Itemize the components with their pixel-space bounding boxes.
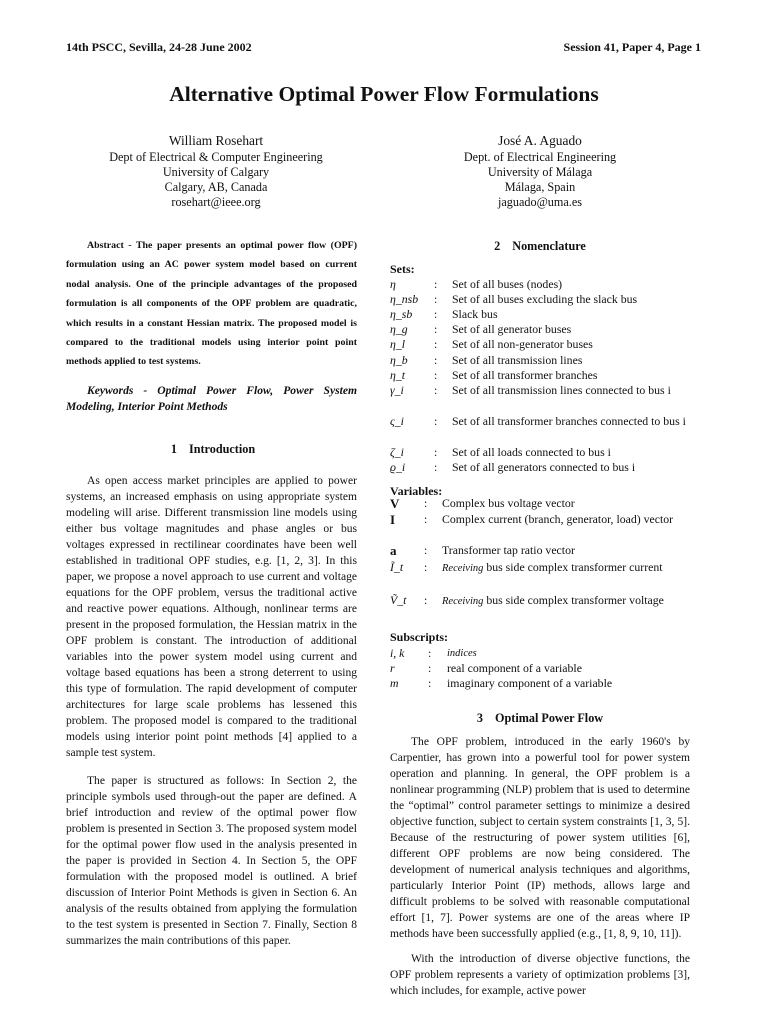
subscripts-label: Subscripts: [390,630,449,644]
author-dept: Dept. of Electrical Engineering [463,150,617,164]
definition-text: bus side complex transformer current [483,560,663,574]
author-city: Calgary, AB, Canada [164,180,268,194]
opf-paragraph-2: With the introduction of diverse objective functions, the OPF problem represents a variety of optimization problems [3], which includes, for example, active power [390,953,690,997]
definition: Set of all generators connected to bus i [452,460,636,474]
definition-emphasis: Receiving [442,596,484,607]
symbol: η_b [390,353,408,367]
symbol: η_sb [390,307,413,321]
section-number: 2 [494,239,501,253]
author-name: William Rosehart [168,133,264,148]
definition: Set of all loads connected to bus i [452,445,611,459]
author-dept: Dept of Electrical & Computer Engineering [109,150,323,164]
symbol: r [390,661,395,675]
definition: Complex bus voltage vector [442,496,575,510]
running-header-left: 14th PSCC, Sevilla, 24-28 June 2002 [66,40,252,54]
definition-text: bus side complex transformer voltage [483,593,664,607]
variables-label: Variables: [390,484,443,498]
definition: Transformer tap ratio vector [442,543,575,557]
intro-paragraph-1: As open access market principles are applied to power systems, an increased emphasis on using appropriate system modeling will arise. Different transmission line models using either bus voltage magnitudes and phase angles or bus voltages expressed in rectilinear coordinates have been well established in traditional OPF studies, e.g. [1, 2, 3]. In this paper, we propose a novel approach to use current and voltage equations for the OPF problem, versus the traditional active and reactive power equations. Although, nonlinear terms are present in the proposed formulation, the Hessian matrix in the OPF problem is constant. The introduction of additional variables into the power system model using current and voltage based equations has been a strong deterrent to using this type of formulation. The rapid development of computer architectures for large scale problems has lessened this problem. The proposed model is compared to the traditional models using interior point point methods [4] applied to a sample test system. [66,475,357,759]
definition: Set of all transmission lines [452,353,583,367]
definition [442,593,690,610]
definition: indices [447,648,477,659]
section-title: Nomenclature [512,239,586,253]
section-number: 1 [170,442,177,456]
section-title: Introduction [188,442,256,456]
author-univ: University of Calgary [162,165,270,179]
author-block-1 [66,133,366,210]
opf-paragraph-1: The OPF problem, introduced in the early 1960's by Carpentier, has grown into a powerful tool for power system operation and planning. In general, the OPF problem is a nonlinear programming (NLP) problem that is used to determine the “optimal” control parameter settings to minimize a desired objective function, subject to certain system constraints [1, 3, 5]. Because of the restructuring of power system utilities [6], different OPF problems are now being considered. The development of numerical analysis techniques and algorithms, particularly Interior Point (IP) methods, allows large and difficult problems to be solved with reasonable computational effort [1, 7]. Power systems are one of the areas where IP methods have been successfully applied (e.g., [1, 8, 9, 10, 11]). [390,736,690,940]
sets-label: Sets: [390,262,415,276]
section-heading-nomenclature [390,239,690,254]
author-block-2 [390,133,690,210]
abstract: Abstract - The paper presents an optimal power flow (OPF) formulation using an AC power system model based on current nodal analysis. One of the principle advantages of the proposed formulation is all components of the OPF problem are quadratic, which results in a constant Hessian matrix. The proposed model is compared to the traditional models using interior point point methods applied to test systems. [66,240,357,368]
symbol: ς_i [390,414,404,428]
definition: Set of all transformer branches connected to bus i [452,414,686,428]
author-univ: University of Málaga [487,165,593,179]
definition: Set of all buses (nodes) [452,277,563,291]
section-number: 3 [476,711,483,725]
definition-emphasis: Receiving [442,563,484,574]
definition: Set of all non-generator buses [452,337,593,351]
author-city: Málaga, Spain [504,180,576,194]
definition: Set of all buses excluding the slack bus [452,292,638,306]
symbol: η [390,277,396,291]
symbol: η_t [390,368,406,382]
symbol: γ_i [390,383,404,397]
symbol: Ṽ_t [390,593,407,607]
symbol: m [390,676,399,690]
symbol: Ĩ_t [390,560,404,574]
symbol: a [390,543,397,558]
symbol: I [390,512,396,527]
intro-paragraph-2: The paper is structured as follows: In Section 2, the principle symbols used through-out the paper are defined. A brief introduction and review of the optimal power flow problem is presented in Section 3. The proposed system model for the optimal power flow used in the analysis presented in the paper is provided in Section 4. In Section 5, the OPF formulation with the proposed model is outlined. A brief discussion of Interior Point Methods is given in Section 6. An analysis of the results obtained from applying the formulation to the test system is presented in Section 7. Finally, Section 8 summarizes the main contributions of this paper. [66,775,357,947]
section-title: Optimal Power Flow [495,711,604,725]
section-heading-introduction [63,442,363,457]
symbol: ϱ_i [390,460,406,474]
symbol: η_nsb [390,292,419,306]
symbol: η_l [390,337,406,351]
definition [442,560,690,577]
running-header-right: Session 41, Paper 4, Page 1 [563,40,701,54]
author-email: rosehart@ieee.org [171,195,261,209]
paper-title: Alternative Optimal Power Flow Formulations [169,82,599,106]
symbol: η_g [390,322,408,336]
symbol: ζ_i [390,445,404,459]
definition: real component of a variable [447,661,582,675]
definition: imaginary component of a variable [447,676,613,690]
symbol: V [390,496,400,511]
definition: Set of all transformer branches [452,368,598,382]
author-email: jaguado@uma.es [498,195,582,209]
definition: Set of all generator buses [452,322,572,336]
definition: Slack bus [452,307,498,321]
symbol: i, k [390,646,405,660]
author-name: José A. Aguado [498,133,582,148]
definition: Set of all transmission lines connected to bus i [452,383,671,397]
keywords: Keywords - Optimal Power Flow, Power System Modeling, Interior Point Methods [66,384,357,413]
section-heading-optimal-power-flow [390,711,690,726]
definition: Complex current (branch, generator, load) vector [442,512,674,526]
